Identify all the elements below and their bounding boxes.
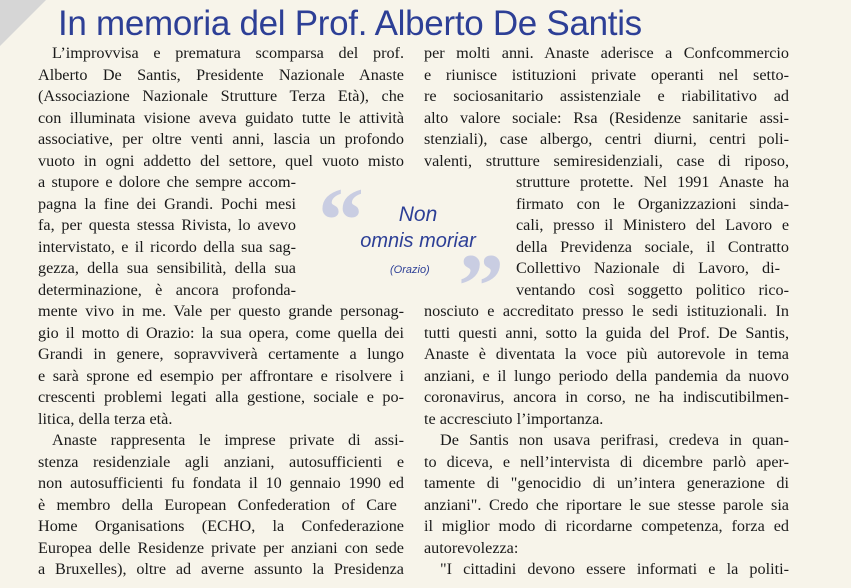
pull-quote-line: Non: [398, 203, 438, 226]
body-text-line: gezza, della sua sensibilità, della sua: [38, 259, 296, 277]
body-text-line: te accresciuto l’importanza.: [424, 409, 604, 428]
open-quote-icon: “: [318, 169, 364, 271]
body-text-line: fa, per questa stessa Rivista, lo avevo: [38, 216, 296, 234]
body-text-line: a Bruxelles), oltre ad averne assunto la Presidenza: [38, 560, 404, 578]
body-text-line: stenziali), case albergo, centri diurni, centri poli-: [424, 130, 789, 148]
article-title: In memoria del Prof. Alberto De Santis: [58, 4, 642, 43]
body-text-line: alto valore sociale: Rsa (Residenze sanitarie assi-: [424, 108, 789, 127]
body-text-line: Home Organisations (ECHO, la Confederazione: [38, 517, 404, 535]
body-text-line: Europea delle Residenze private per anziani con sede: [38, 538, 404, 557]
pull-quote-line: omnis moriar: [360, 230, 476, 252]
close-quote-icon: ”: [458, 235, 504, 337]
body-text-line: crescenti problemi legati alla gestione, sociale e po-: [38, 388, 404, 406]
body-text-line: il miglior modo di ricordarne competenza, forza ed: [424, 517, 789, 535]
body-text-line: è membro della European Confederation of Care: [38, 495, 397, 514]
body-text-line: re sociosanitario assistenziale e riabilitativo ad: [424, 87, 789, 105]
body-text-line: determinazione, è ancora profonda-: [38, 280, 296, 299]
body-text-line: Grandi in genere, sopravviverà certamente a lungo: [38, 345, 404, 363]
body-text-line: Anaste rappresenta le imprese private di assi-: [52, 431, 404, 449]
body-text-line: tamente di "genocidio di un’intera generazione di: [424, 474, 789, 492]
body-text-line: intervistato, e il ricordo della sua sag-: [38, 237, 296, 256]
body-text-line: stenza residenziale agli anziani, autosufficienti e: [38, 452, 404, 471]
body-text-line: a stupore e dolore che sempre accom-: [38, 173, 296, 191]
corner-decoration: [0, 0, 46, 46]
body-text-line: "I cittadini devono essere informati e la politi-: [440, 560, 789, 578]
pull-quote: [318, 169, 510, 337]
body-text-line: anziani". Credo che riportare le sue stesse parole sia: [424, 495, 789, 514]
body-text-line: autorevolezza:: [424, 538, 519, 557]
body-text-line: della Previdenza sociale, il Contratto: [516, 237, 789, 256]
body-text-line: pagna la fine dei Grandi. Pochi mesi: [38, 194, 296, 213]
pull-quote-text: [338, 202, 498, 254]
body-text-line: ventando così soggetto politico rico-: [516, 280, 789, 299]
body-text-line: strutture protette. Nel 1991 Anaste ha: [516, 173, 789, 191]
body-text-line: Anaste è diventata la voce più autorevole in tema: [424, 345, 789, 363]
body-text-line: Alberto De Santis, Presidente Nazionale Anaste: [38, 65, 404, 84]
body-text-line: De Santis non usava perifrasi, credeva in quan-: [440, 431, 789, 449]
body-text-line: litica, della terza età.: [38, 409, 173, 428]
body-text-line: cali, presso il Ministero del Lavoro e: [516, 216, 789, 234]
body-text-line: gio il motto di Orazio: la sua opera, come quella dei: [38, 323, 404, 342]
body-text-line: con illuminata visione aveva guidato tutte le attività: [38, 108, 404, 127]
body-text-line: non autosufficienti fu fondata il 10 gennaio 1990 ed: [38, 474, 404, 492]
body-text-line: (Associazione Nazionale Strutture Terza Età), che: [38, 87, 404, 105]
body-text-line: L’improvvisa e prematura scomparsa del prof.: [52, 44, 404, 62]
body-text-line: firmato con le Organizzazioni sinda-: [516, 194, 789, 213]
body-text-line: vuoto in ogni addetto del settore, quel vuoto misto: [38, 151, 404, 170]
body-text-line: anziani, e il lungo periodo della pandemia da nuovo: [424, 366, 789, 385]
body-text-line: Collettivo Nazionale di Lavoro, di-: [516, 259, 780, 277]
body-text-line: e sarà sprone ed esempio per affrontare e risolvere i: [38, 366, 404, 385]
body-text-line: nosciuto e accreditato presso le sedi istituzionali. In: [424, 302, 789, 320]
body-text-line: mente vivo in me. Vale per questo grande personag-: [38, 302, 404, 320]
body-text-line: coronavirus, ancora in corso, ne ha indiscutibilmen-: [424, 388, 789, 406]
body-text-line: associative, per oltre venti anni, lascia un profondo: [38, 130, 404, 148]
body-text-line: to diceva, e nell’intervista di dicembre parlò aper-: [424, 452, 789, 471]
body-text-line: valenti, strutture semiresidenziali, case di riposo,: [424, 151, 789, 170]
pull-quote-source: (Orazio): [390, 264, 430, 276]
body-text-line: tutti questi anni, sotto la guida del Prof. De Santis,: [424, 323, 789, 342]
body-text-line: per molti anni. Anaste aderisce a Confcommercio: [424, 44, 789, 62]
body-text-line: e riunisce istituzioni private operanti nel setto-: [424, 65, 789, 84]
